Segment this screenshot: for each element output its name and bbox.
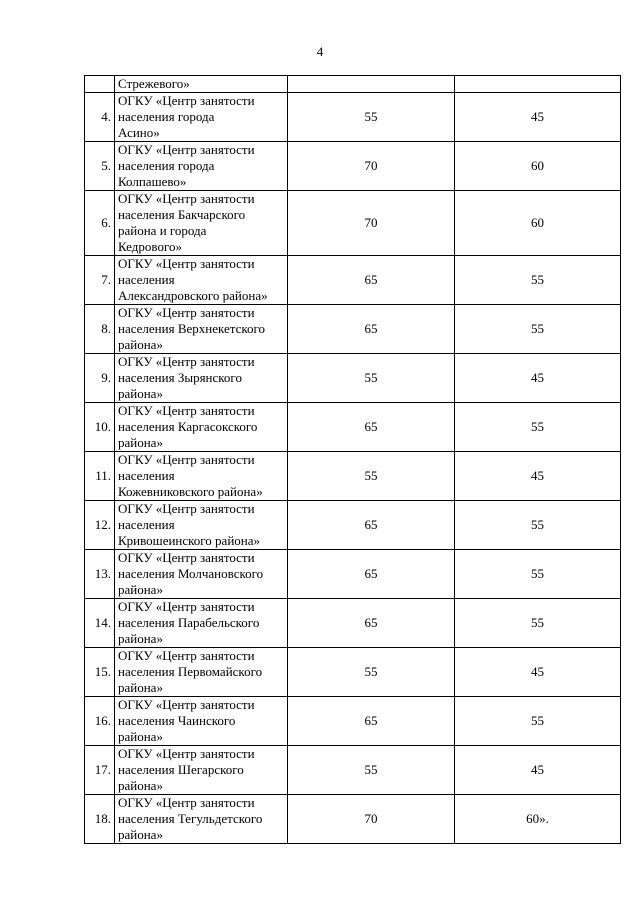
row-name-line: Колпашево»: [118, 174, 187, 189]
value-cell-1: 55: [288, 452, 455, 501]
value-cell-1: 55: [288, 648, 455, 697]
row-name-cell: [115, 746, 288, 795]
row-name-line: населения Парабельского: [118, 615, 260, 630]
row-name-line: ОГКУ «Центр занятости: [118, 256, 255, 271]
table-row: [85, 550, 621, 599]
table-row: [85, 697, 621, 746]
row-name-line: района»: [118, 778, 163, 793]
value-cell-1: 65: [288, 256, 455, 305]
value-cell-1: [288, 76, 455, 93]
row-number-cell: 16.: [85, 697, 115, 746]
table-row: [85, 599, 621, 648]
value-cell-2: 55: [455, 403, 621, 452]
value-cell-2: 45: [455, 93, 621, 142]
row-name-line: Кожевниковского района»: [118, 484, 263, 499]
row-name-line: ОГКУ «Центр занятости: [118, 305, 255, 320]
row-name-cell: [115, 550, 288, 599]
employment-centers-table: [84, 75, 621, 844]
row-name-line: Кривошеинского района»: [118, 533, 261, 548]
value-cell-2: 55: [455, 501, 621, 550]
table-row: [85, 256, 621, 305]
value-cell-1: 55: [288, 354, 455, 403]
row-name-line: ОГКУ «Центр занятости: [118, 93, 255, 108]
row-name-line: населения города: [118, 158, 215, 173]
table-row: [85, 76, 621, 93]
value-cell-1: 65: [288, 403, 455, 452]
row-name-cell: [115, 501, 288, 550]
row-name-line: населения Тегульдетского: [118, 811, 263, 826]
row-name-line: населения: [118, 272, 175, 287]
row-name-line: населения Бакчарского: [118, 207, 246, 222]
row-name-line: района»: [118, 337, 163, 352]
row-name-line: ОГКУ «Центр занятости: [118, 795, 255, 810]
row-name-line: ОГКУ «Центр занятости: [118, 142, 255, 157]
row-name-cell: [115, 795, 288, 844]
row-name-line: ОГКУ «Центр занятости: [118, 501, 255, 516]
value-cell-1: 65: [288, 697, 455, 746]
row-name-line: населения Молчановского: [118, 566, 264, 581]
page-number: 4: [316, 44, 324, 59]
row-name-line: Стрежевого»: [118, 76, 190, 91]
row-name-line: района»: [118, 827, 163, 842]
row-name-cell: [115, 142, 288, 191]
row-name-line: района»: [118, 729, 163, 744]
value-cell-2: 45: [455, 746, 621, 795]
row-name-line: населения города: [118, 109, 215, 124]
row-name-line: района»: [118, 631, 163, 646]
row-name-cell: [115, 191, 288, 256]
table-row: [85, 403, 621, 452]
row-number-cell: 7.: [85, 256, 115, 305]
row-name-line: района»: [118, 680, 163, 695]
row-name-cell: [115, 697, 288, 746]
row-number-cell: 11.: [85, 452, 115, 501]
value-cell-2: 60: [455, 191, 621, 256]
table-row: [85, 795, 621, 844]
row-name-line: населения: [118, 517, 175, 532]
row-number-cell: 9.: [85, 354, 115, 403]
value-cell-2: 45: [455, 354, 621, 403]
value-cell-1: 65: [288, 550, 455, 599]
value-cell-1: 70: [288, 142, 455, 191]
row-name-line: района»: [118, 435, 163, 450]
value-cell-1: 65: [288, 305, 455, 354]
row-number-cell: 4.: [85, 93, 115, 142]
row-name-line: района и города: [118, 223, 207, 238]
value-cell-2: 55: [455, 599, 621, 648]
row-name-cell: [115, 93, 288, 142]
value-cell-2: 55: [455, 697, 621, 746]
row-number-cell: 14.: [85, 599, 115, 648]
row-name-line: ОГКУ «Центр занятости: [118, 550, 255, 565]
row-name-cell: [115, 403, 288, 452]
row-name-line: населения: [118, 468, 175, 483]
table-row: [85, 648, 621, 697]
row-name-line: Александровского района»: [118, 288, 268, 303]
value-cell-1: 65: [288, 501, 455, 550]
table-row: [85, 142, 621, 191]
table-row: [85, 452, 621, 501]
table-row: [85, 93, 621, 142]
row-name-line: ОГКУ «Центр занятости: [118, 354, 255, 369]
value-cell-1: 65: [288, 599, 455, 648]
value-cell-2: 45: [455, 452, 621, 501]
value-cell-2: 55: [455, 550, 621, 599]
row-number-cell: 5.: [85, 142, 115, 191]
row-name-line: ОГКУ «Центр занятости: [118, 599, 255, 614]
row-name-cell: [115, 76, 288, 93]
row-name-cell: [115, 354, 288, 403]
value-cell-2: 45: [455, 648, 621, 697]
row-name-cell: [115, 452, 288, 501]
table-row: [85, 305, 621, 354]
value-cell-2: 60: [455, 142, 621, 191]
table-row: [85, 746, 621, 795]
row-name-line: ОГКУ «Центр занятости: [118, 648, 255, 663]
row-name-cell: [115, 648, 288, 697]
value-cell-1: 55: [288, 746, 455, 795]
value-cell-2: 55: [455, 305, 621, 354]
table-row: [85, 354, 621, 403]
row-number-cell: 10.: [85, 403, 115, 452]
value-cell-2: 60».: [455, 795, 621, 844]
row-name-line: ОГКУ «Центр занятости: [118, 191, 255, 206]
value-cell-2: 55: [455, 256, 621, 305]
table-row: [85, 501, 621, 550]
row-name-cell: [115, 305, 288, 354]
table-body: [85, 76, 621, 844]
row-number-cell: 12.: [85, 501, 115, 550]
row-number-cell: 18.: [85, 795, 115, 844]
row-number-cell: 13.: [85, 550, 115, 599]
row-name-line: района»: [118, 386, 163, 401]
row-name-line: ОГКУ «Центр занятости: [118, 697, 255, 712]
row-name-line: района»: [118, 582, 163, 597]
row-name-line: Кедрового»: [118, 239, 182, 254]
row-number-cell: [85, 76, 115, 93]
row-name-line: ОГКУ «Центр занятости: [118, 746, 255, 761]
row-name-line: населения Верхнекетского: [118, 321, 266, 336]
row-name-line: населения Чаинского: [118, 713, 236, 728]
value-cell-1: 55: [288, 93, 455, 142]
row-name-line: ОГКУ «Центр занятости: [118, 403, 255, 418]
value-cell-2: [455, 76, 621, 93]
row-number-cell: 8.: [85, 305, 115, 354]
row-name-line: Асино»: [118, 125, 160, 140]
row-number-cell: 15.: [85, 648, 115, 697]
value-cell-1: 70: [288, 191, 455, 256]
row-name-cell: [115, 599, 288, 648]
row-number-cell: 17.: [85, 746, 115, 795]
row-name-line: населения Зырянского: [118, 370, 242, 385]
row-name-line: населения Шегарского: [118, 762, 244, 777]
row-name-cell: [115, 256, 288, 305]
row-name-line: ОГКУ «Центр занятости: [118, 452, 255, 467]
table-row: [85, 191, 621, 256]
row-number-cell: 6.: [85, 191, 115, 256]
row-name-line: населения Первомайского: [118, 664, 263, 679]
value-cell-1: 70: [288, 795, 455, 844]
row-name-line: населения Каргасокского: [118, 419, 258, 434]
